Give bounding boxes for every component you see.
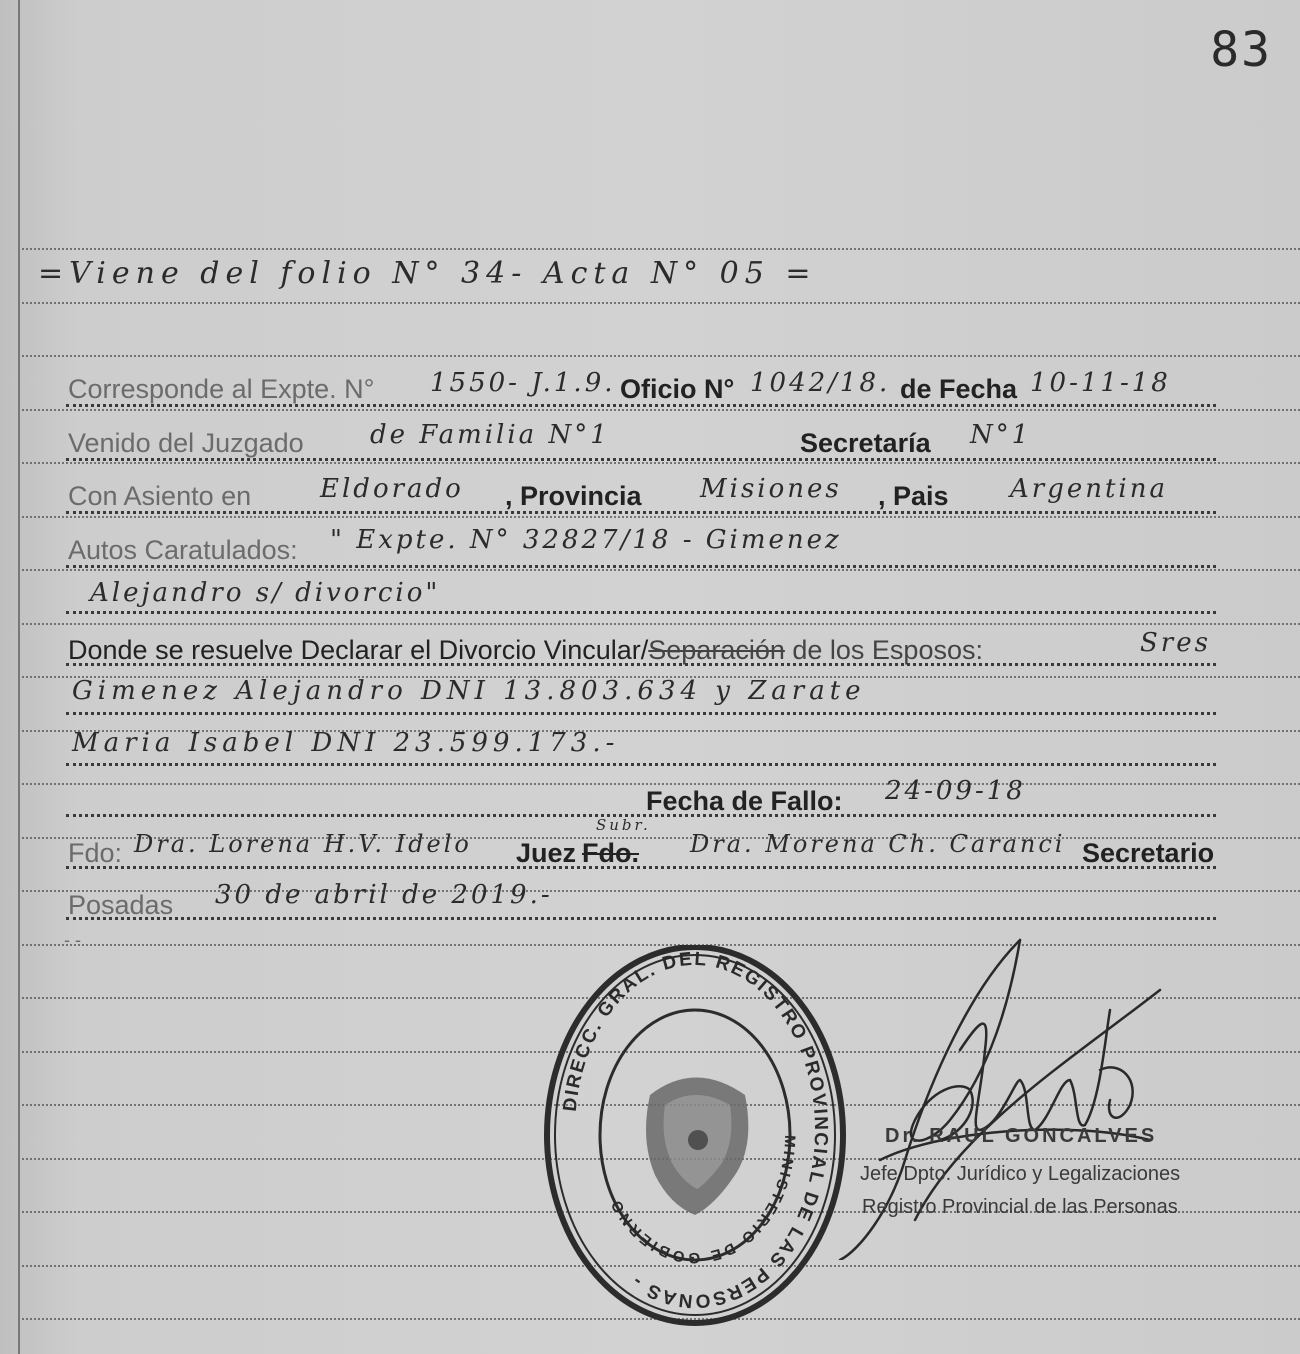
oficio-value: 1042/18. [750,368,891,398]
juez-value: Dra. Lorena H.V. Idelo [134,830,472,858]
secretaria-label: Secretaría [800,428,931,458]
ruled-line [22,302,1300,304]
provincia-value: Misiones [700,474,842,504]
posadas-label: Posadas [68,890,174,920]
signatory-office: Registro Provincial de las Personas [862,1196,1178,1218]
fecha-label: de Fecha [900,374,1018,404]
secretario-value: Dra. Morena Ch. Caranci [690,830,1066,858]
signatory-name: Dr. RAUL GONCALVES [885,1125,1158,1147]
fdo-struck: Fdo. [582,838,639,868]
ruled-line [22,248,1300,250]
esposo-line2: Maria Isabel DNI 23.599.173.- [72,728,620,758]
margin-line [18,0,20,1354]
fill-line [66,565,1216,568]
autos-value-line2: Alejandro s/ divorcio" [90,578,441,608]
signatory-role: Jefe Dpto. Jurídico y Legalizaciones [860,1163,1181,1185]
trailing-marks: - - [64,930,81,950]
autos-value-line1: " Expte. N° 32827/18 - Gimenez [330,525,842,555]
fill-line [66,712,1216,715]
ruled-line [22,409,1300,411]
crest-emblem [646,1078,748,1216]
ruled-line [22,516,1300,518]
resuelve-struck: Separación [648,635,785,665]
fallo-label: Fecha de Fallo: [646,786,843,816]
heading-note: =Viene del folio N° 34- Acta N° 05 = [38,256,817,291]
fallo-value: 24-09-18 [885,776,1026,806]
pais-value: Argentina [1010,474,1168,504]
pais-label: , Pais [878,481,949,511]
fecha-value: 10-11-18 [1030,368,1171,398]
resuelve-label-2: de los Esposos: [784,635,983,665]
oficio-label: Oficio N° [620,374,735,404]
ruled-line [22,890,1300,892]
esposos-prefix: Sres [1140,628,1211,658]
ruled-line [22,623,1300,625]
secretario-label: Secretario [1082,838,1215,868]
asiento-value: Eldorado [320,474,464,504]
fill-line [66,866,1216,869]
corresponde-label: Corresponde al Expte. N° [68,374,375,404]
provincia-label: , Provincia [505,481,642,511]
autos-label: Autos Caratulados: [68,535,298,565]
ruled-line [22,569,1300,571]
asiento-label: Con Asiento en [68,481,252,511]
resuelve-label: Donde se resuelve Declarar el Divorcio Vincular/ [68,635,649,665]
stamp-inner-text: MINISTERIO DE GOBIERNO [606,1134,799,1267]
esposo-line1: Gimenez Alejandro DNI 13.803.634 y Zarate [72,676,866,706]
expte-value: 1550- J.1.9. [430,368,616,398]
resuelve-line [68,635,983,666]
ruled-line [22,783,1300,785]
page-number: 83 [1210,22,1272,78]
fill-line [66,663,1216,666]
official-seal-stamp [540,945,850,1330]
posadas-value: 30 de abril de 2019.- [215,880,553,910]
venido-label: Venido del Juzgado [68,428,304,458]
juzgado-value: de Familia N°1 [370,420,610,450]
fill-line [66,917,1216,920]
fdo-label: Fdo: [68,838,123,868]
fill-line [66,611,1216,614]
stamp-outer-text: DIRECC. GRAL. DEL REGISTRO PROVINCIAL DE LAS PERSONAS - [559,948,832,1312]
ruled-line [22,462,1300,464]
juez-label: Juez [516,838,577,868]
subr-note: Subr. [596,816,651,834]
ruled-line [22,355,1300,357]
fill-line [66,763,1216,766]
fill-line [66,458,1216,461]
secretaria-value: N°1 [970,420,1032,450]
